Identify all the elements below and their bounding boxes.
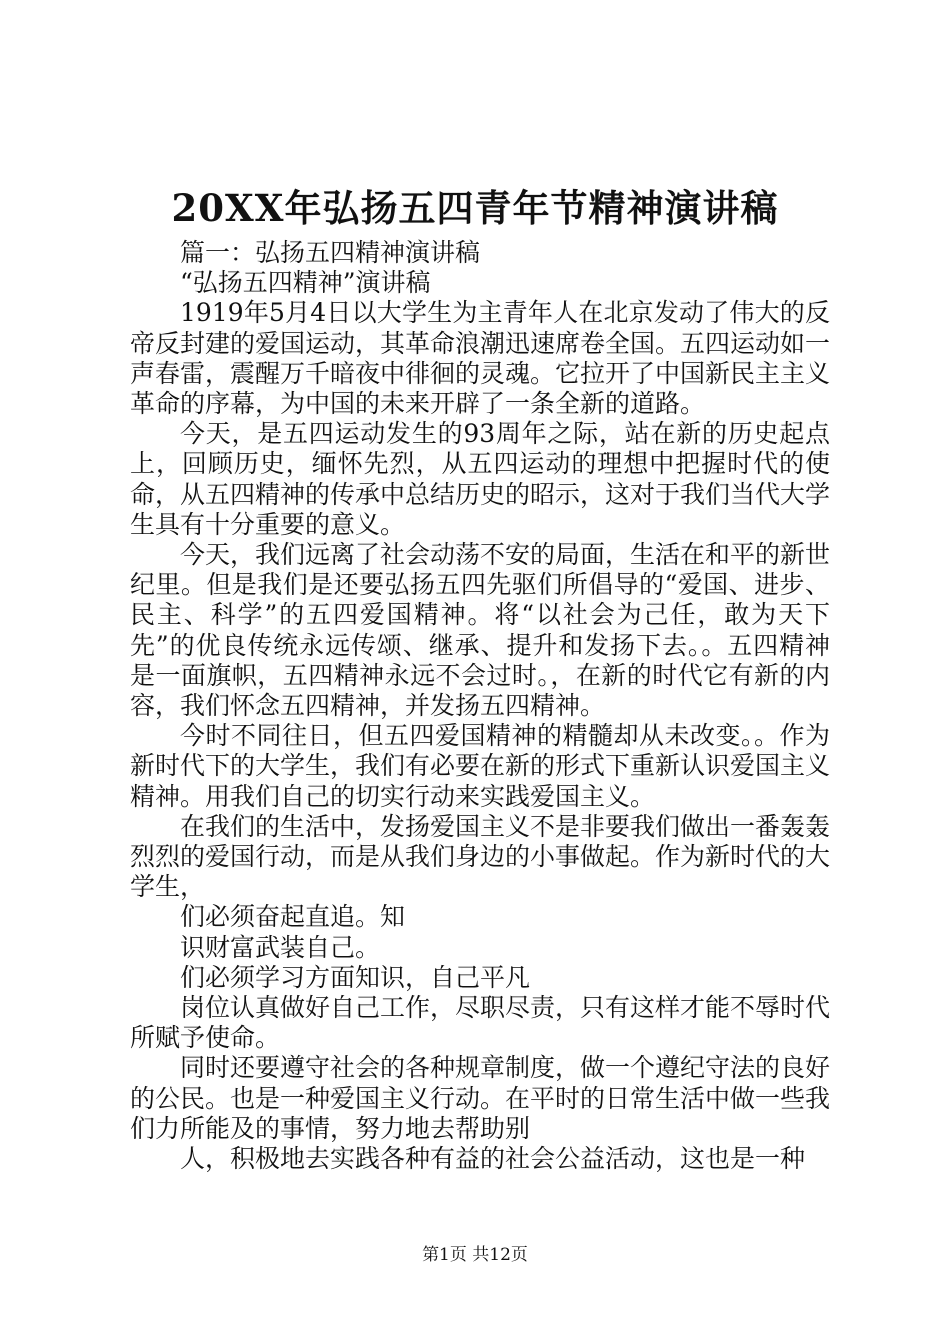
paragraph: 同时还要遵守社会的各种规章制度，做一个遵纪守法的良好的公民。也是一种爱国主义行动。在平时的日常生活中做一些我们力所能及的事情，努力地去帮助别 bbox=[130, 1053, 831, 1143]
paragraph: 今天，是五四运动发生的93周年之际，站在新的历史起点上，回顾历史，缅怀先烈，从五四运动的理想中把握时代的使命，从五四精神的传承中总结历史的昭示，这对于我们当代大学生具有十分重要的意义。 bbox=[130, 419, 831, 539]
paragraph: 今天，我们远离了社会动荡不安的局面，生活在和平的新世纪里。但是我们是还要弘扬五四先驱们所倡导的“爱国、进步、民主、科学”的五四爱国精神。将“以社会为己任，敢为天下先”的优良传统永远传颂、继承、提升和发扬下去。。五四精神是一面旗帜，五四精神永远不会过时。，在新的时代它有新的内容，我们怀念五四精神，并发扬五四精神。 bbox=[130, 540, 831, 721]
paragraph: 1919年5月4日以大学生为主青年人在北京发动了伟大的反帝反封建的爱国运动，其革命浪潮迅速席卷全国。五四运动如一声春雷，震醒万千暗夜中徘徊的灵魂。它拉开了中国新民主主义革命的序幕，为中国的未来开辟了一条全新的道路。 bbox=[130, 298, 831, 419]
paragraph: 人，积极地去实践各种有益的社会公益活动，这也是一种 bbox=[180, 1144, 806, 1174]
paragraph: “弘扬五四精神”演讲稿 bbox=[180, 268, 431, 298]
paragraph: 今时不同往日，但五四爱国精神的精髓却从未改变。。作为新时代下的大学生，我们有必要在新的形式下重新认识爱国主义精神。用我们自己的切实行动来实践爱国主义。 bbox=[130, 721, 831, 811]
paragraph: 们必须学习方面知识，自己平凡 bbox=[180, 962, 531, 992]
paragraph: 岗位认真做好自己工作，尽职尽责，只有这样才能不辱时代所赋予使命。 bbox=[130, 993, 831, 1053]
paragraph: 们必须奋起直追。知 bbox=[180, 902, 406, 932]
paragraph: 在我们的生活中，发扬爱国主义不是非要我们做出一番轰轰烈烈的爱国行动，而是从我们身边的小事做起。作为新时代的大学生， bbox=[130, 811, 831, 902]
page-footer: 第1页 共12页 bbox=[422, 1245, 528, 1265]
document-body bbox=[130, 238, 830, 1174]
paragraph: 识财富武装自己。 bbox=[180, 932, 381, 962]
document-title: 20XX年弘扬五四青年节精神演讲稿 bbox=[171, 186, 779, 230]
paragraph: 篇一：弘扬五四精神演讲稿 bbox=[180, 238, 481, 267]
